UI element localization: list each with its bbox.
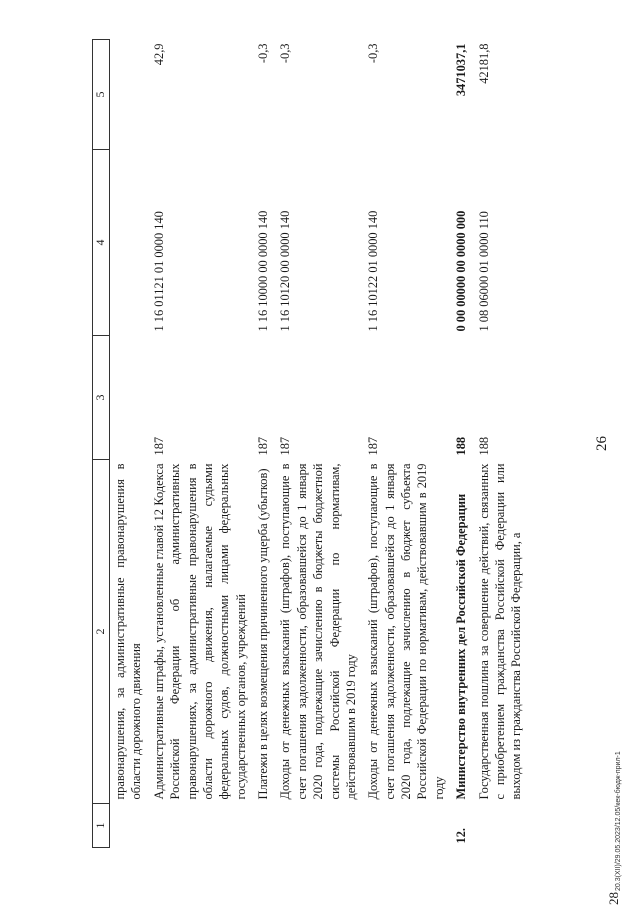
row-budget-code: 1 08 06000 01 0000 110 (476, 211, 491, 332)
row-number (110, 804, 145, 848)
header-col-3: 3 (93, 336, 110, 460)
table-row (359, 40, 447, 848)
table-row (271, 40, 359, 848)
row-budget-code: 1 16 10000 00 0000 140 (256, 210, 270, 332)
row-number (145, 804, 249, 848)
table-row (145, 40, 249, 848)
row-budget-code: 0 00 00000 00 0000 000 (454, 210, 469, 332)
row-budget-code: 1 16 10122 01 0000 140 (366, 210, 381, 332)
header-col-4: 4 (93, 150, 110, 336)
header-col-5: 5 (93, 40, 110, 150)
row-description: Доходы от денежных взысканий (штрафов), поступающие в счет погашения задолженности, образовавшейся до 1 января 2020 года, подлежащие зачислению в бюджет субъекта Российской Федерации по нормативам, действовавшим в 2019 году (366, 463, 446, 800)
row-amount: 42181,8 (476, 43, 491, 84)
row-budget-code: 1 16 01121 01 0000 140 (151, 211, 166, 332)
table-row-ministry (447, 40, 469, 848)
revenue-table (92, 39, 525, 848)
row-admin-code: 187 (256, 436, 270, 456)
row-admin-code: 188 (454, 436, 469, 456)
row-number (359, 804, 447, 848)
row-description: Платежи в целях возмещения причиненного ущерба (убытков) (256, 468, 270, 800)
row-amount (110, 40, 145, 150)
row-number (271, 804, 359, 848)
row-amount: -0,3 (278, 43, 293, 64)
header-col-2: 2 (93, 460, 110, 804)
row-admin-code: 187 (151, 436, 166, 456)
row-amount: 42,9 (151, 43, 166, 66)
row-number: 12. (454, 828, 469, 844)
header-col-1: 1 (93, 804, 110, 848)
row-description: Государственная пошлина за совершение действий, связанных с приобретением гражданства Российской Федерации или выходом из гражданства Российской Федерации, а (476, 463, 524, 800)
row-description: Министерство внутренних дел Российской Федерации (454, 493, 469, 800)
row-amount: -0,3 (366, 43, 381, 64)
row-admin-code (110, 336, 145, 460)
row-budget-code (110, 150, 145, 336)
row-number (249, 804, 271, 848)
row-amount: -0,3 (256, 43, 270, 64)
table-row (110, 40, 145, 848)
row-admin-code: 187 (278, 436, 293, 456)
row-budget-code: 1 16 10120 00 0000 140 (278, 210, 293, 332)
row-admin-code: 188 (476, 436, 491, 456)
sheet-number: 28 (606, 892, 621, 905)
row-description: Административные штрафы, установленные главой 12 Кодекса Российской Федерации об административных правонарушениях, за административные правонарушения в области дорожного движения, налагаемые судьями федеральных судов, должностными лицами федеральных государственных органов, учреждений (151, 463, 248, 800)
table-row (249, 40, 271, 848)
footer-document-code: 20.3(XII)/29.05.2023/12.05/кек-бюдж-прил-1 (615, 751, 622, 891)
page-number: 26 (594, 436, 610, 451)
row-description: правонарушения, за административные правонарушения в области дорожного движения (113, 463, 144, 800)
table-header-row (93, 40, 110, 848)
row-admin-code: 187 (366, 436, 381, 456)
row-description: Доходы от денежных взысканий (штрафов), поступающие в счет погашения задолженности, образовавшейся до 1 января 2020 года, подлежащие зачислению в бюджеты бюджетной системы Российской Федерации по нормативам, действовавшим в 2019 году (278, 463, 358, 800)
row-amount: 3471037,1 (454, 43, 469, 97)
table-row (470, 40, 525, 848)
row-number (470, 804, 525, 848)
